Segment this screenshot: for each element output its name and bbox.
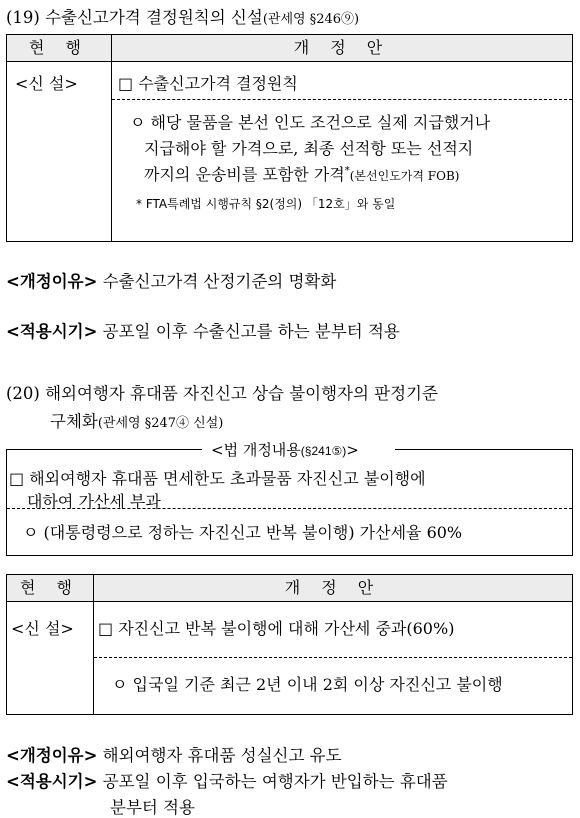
footnote: * FTA특례법 시행규칙 §2(정의) 「12호」와 동일 (136, 197, 396, 211)
law-divider (7, 508, 572, 509)
footnote-star: * (344, 165, 350, 177)
section-20-title-line-1: (20) 해외여행자 휴대품 자진신고 상습 불이행자의 판정기준 (6, 384, 438, 403)
s19-apply-label: <적용시기> (6, 322, 98, 341)
fob-note: (본선인도가격 FOB) (349, 169, 460, 183)
law-caption-end: > (346, 441, 359, 459)
bullet-line-2: 지급해야 할 가격으로, 최종 선적항 또는 선적지 (144, 139, 474, 158)
s19-reason (6, 268, 336, 292)
s20-apply-text: 공포일 이후 입국하는 여행자가 반입하는 휴대품 (102, 772, 448, 791)
revised-detail-cell (112, 100, 573, 242)
revised-item: □ 수출신고가격 결정원칙 (112, 62, 573, 100)
law-amendment-box (6, 441, 573, 556)
s19-reason-label: <개정이유> (6, 272, 98, 291)
s20-reason (6, 742, 342, 766)
section-20-ref: (관세영 §247④ 신설) (97, 416, 224, 431)
current-cell: <신 설> (7, 602, 94, 658)
section-19-title (6, 4, 359, 28)
law-line-2: 대하여 가산세 부과 (27, 492, 161, 511)
law-bullet: ㅇ (대통령령으로 정하는 자진신고 반복 불이행) 가산세율 60% (23, 523, 463, 542)
law-caption (207, 439, 363, 460)
header-current: 현 행 (7, 575, 94, 602)
bullet-line-3 (144, 162, 459, 185)
section-19-comparison-table (6, 34, 573, 242)
lawbox-top-right (395, 449, 572, 450)
revised-item: □ 자진신고 반복 불이행에 대해 가산세 중과(60%) (94, 602, 573, 658)
section-19-ref: (관세영 §246⑨) (262, 12, 360, 27)
law-caption-ref: (§241⑤) (300, 444, 347, 458)
header-revised: 개 정 안 (94, 575, 573, 602)
s20-reason-text: 해외여행자 휴대품 성실신고 유도 (102, 746, 342, 765)
bullet-line-1: ㅇ 해당 물품을 본선 인도 조건으로 실제 지급했거나 (130, 113, 491, 132)
s19-apply (6, 318, 400, 342)
section-20-comparison-table (6, 574, 573, 715)
revised-bullet: ㅇ 입국일 기준 최근 2년 이내 2회 이상 자진신고 불이행 (112, 675, 503, 694)
header-revised: 개 정 안 (112, 35, 573, 62)
s20-apply-label: <적용시기> (6, 772, 98, 791)
bullet-line-3-text: 까지의 운송비를 포함한 가격 (144, 165, 345, 184)
section-20-title-text-2: 구체화 (50, 412, 98, 431)
lawbox-top-left (7, 449, 202, 450)
s20-reason-label: <개정이유> (6, 746, 98, 765)
current-empty-cell (7, 658, 94, 715)
header-current: 현 행 (7, 35, 112, 62)
current-cell: <신 설> (7, 62, 112, 100)
s20-apply (6, 768, 448, 792)
law-line-1: □ 해외여행자 휴대품 면세한도 초과물품 자진신고 불이행에 (9, 469, 426, 488)
s19-apply-text: 공포일 이후 수출신고를 하는 분부터 적용 (102, 322, 400, 341)
s20-apply-line-2: 분부터 적용 (110, 798, 195, 817)
law-caption-text: <법 개정내용 (211, 441, 301, 459)
current-empty-cell (7, 100, 112, 242)
section-20-title-line-2 (50, 408, 223, 432)
s19-reason-text: 수출신고가격 산정기준의 명확화 (102, 272, 337, 291)
section-19-title-text: (19) 수출신고가격 결정원칙의 신설 (6, 8, 263, 27)
